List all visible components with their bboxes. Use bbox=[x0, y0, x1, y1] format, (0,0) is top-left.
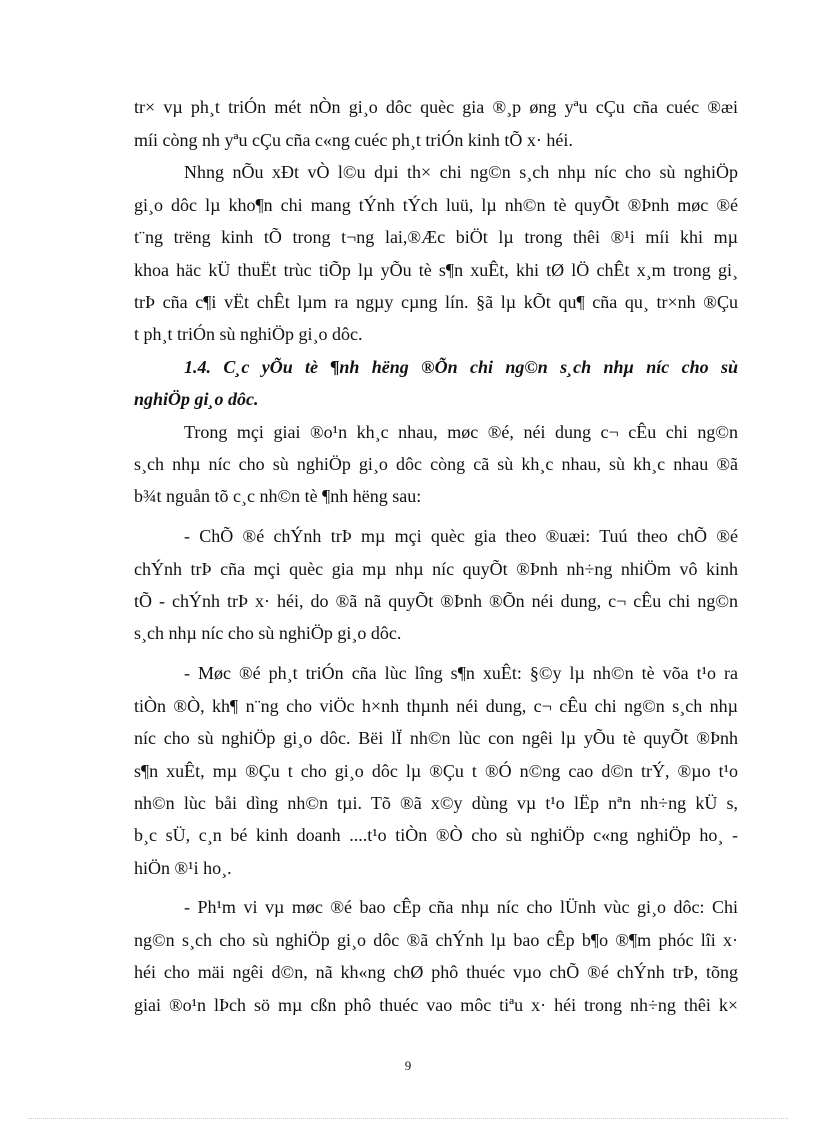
text-line: s¸ch nhµ níc cho sù nghiÖp gi¸o dôc còng cã sù kh¸c nhau, sù kh¸c nhau ®ã bbox=[134, 454, 738, 474]
text-line: nh©n lùc båi dìng nh©n tµi. Tõ ®ã x©y dùng vµ t¹o lËp nªn nh÷ng kÜ s, bbox=[134, 793, 738, 813]
text-line: b¸c sÜ, c¸n bé kinh doanh ....t¹o tiÒn ®Ò cho sù nghiÖp c«ng nghiÖp ho¸ - bbox=[134, 825, 738, 845]
text-line: khoa häc kÜ thuËt trùc tiÕp lµ yÕu tè s¶n xuÊt, khi tØ lÖ chÊt x¸m trong gi¸ bbox=[134, 260, 738, 280]
text-line: Trong mçi giai ®o¹n kh¸c nhau, møc ®é, néi dung c¬ cÊu chi ng©n bbox=[184, 422, 738, 442]
section-heading: 1.4. C¸c yÕu tè ¶nh hëng ®Õn chi ng©n s¸ch nhµ níc cho sù bbox=[184, 357, 738, 377]
text-line: tr× vµ ph¸t triÓn mét nÒn gi¸o dôc quèc gia ®¸p øng yªu cÇu cña cuéc ®æi bbox=[134, 97, 738, 117]
text-line: níc cho sù nghiÖp gi¸o dôc. Bëi lÏ nh©n lùc con ngêi lµ yÕu tè quyÕt ®Þnh bbox=[134, 728, 738, 748]
page-bottom-divider bbox=[28, 1118, 788, 1119]
text-line: Nhng nÕu xÐt vÒ l©u dµi th× chi ng©n s¸ch nhµ níc cho sù nghiÖp bbox=[184, 162, 738, 182]
section-heading: nghiÖp gi¸o dôc. bbox=[134, 389, 259, 409]
text-line: s¶n xuÊt, mµ ®Çu t cho gi¸o dôc lµ ®Çu t ®Ó n©ng cao d©n trÝ, ®µo t¹o bbox=[134, 761, 738, 781]
text-line: míi còng nh yªu cÇu cña c«ng cuéc ph¸t triÓn kinh tÕ x· héi. bbox=[134, 130, 573, 150]
text-line: héi cho mäi ngêi d©n, nã kh«ng chØ phô thuéc vµo chÕ ®é chÝnh trÞ, tõng bbox=[134, 962, 738, 982]
text-line: t ph¸t triÓn sù nghiÖp gi¸o dôc. bbox=[134, 324, 363, 344]
page-number: 9 bbox=[404, 1058, 412, 1073]
text-line: - Ph¹m vi vµ møc ®é bao cÊp cña nhµ níc cho lÜnh vùc gi¸o dôc: Chi bbox=[184, 897, 738, 917]
text-line: hiÖn ®¹i ho¸. bbox=[134, 858, 232, 878]
text-line: - ChÕ ®é chÝnh trÞ mµ mçi quèc gia theo ®uæi: Tuú theo chÕ ®é bbox=[184, 526, 738, 546]
text-line: t¨ng trëng kinh tÕ trong t¬ng lai,®Æc biÖt lµ trong thêi ®¹i míi khi mµ bbox=[134, 227, 738, 247]
text-line: giai ®o¹n lÞch sö mµ cßn phô thuéc vao môc tiªu x· héi trong nh÷ng thêi k× bbox=[134, 995, 738, 1015]
text-line: s¸ch nhµ níc cho sù nghiÖp gi¸o dôc. bbox=[134, 623, 402, 643]
text-line: - Møc ®é ph¸t triÓn cña lùc lîng s¶n xuÊt: §©y lµ nh©n tè võa t¹o ra bbox=[184, 663, 738, 683]
text-line: gi¸o dôc lµ kho¶n chi mang tÝnh tÝch luü, lµ nh©n tè quyÕt ®Þnh møc ®é bbox=[134, 195, 738, 215]
text-line: tiÒn ®Ò, kh¶ n¨ng cho viÖc h×nh thµnh néi dung, c¬ cÊu chi ng©n s¸ch nhµ bbox=[134, 696, 738, 716]
text-line: trÞ cña c¶i vËt chÊt lµm ra ngµy cµng lín. §ã lµ kÕt qu¶ cña qu¸ tr×nh ®Çu bbox=[134, 292, 738, 312]
text-line: tÕ - chÝnh trÞ x· héi, do ®ã nã quyÕt ®Þnh ®Õn néi dung, c¬ cÊu chi ng©n bbox=[134, 591, 738, 611]
text-line: ng©n s¸ch cho sù nghiÖp gi¸o dôc ®ã chÝnh lµ bao cÊp b¶o ®¶m phóc lîi x· bbox=[134, 930, 738, 950]
text-line: chÝnh trÞ cña mçi quèc gia mµ nhµ níc quyÕt ®Þnh nh÷ng nhiÖm vô kinh bbox=[134, 559, 738, 579]
text-line: b¾t nguån tõ c¸c nh©n tè ¶nh hëng sau: bbox=[134, 486, 422, 506]
